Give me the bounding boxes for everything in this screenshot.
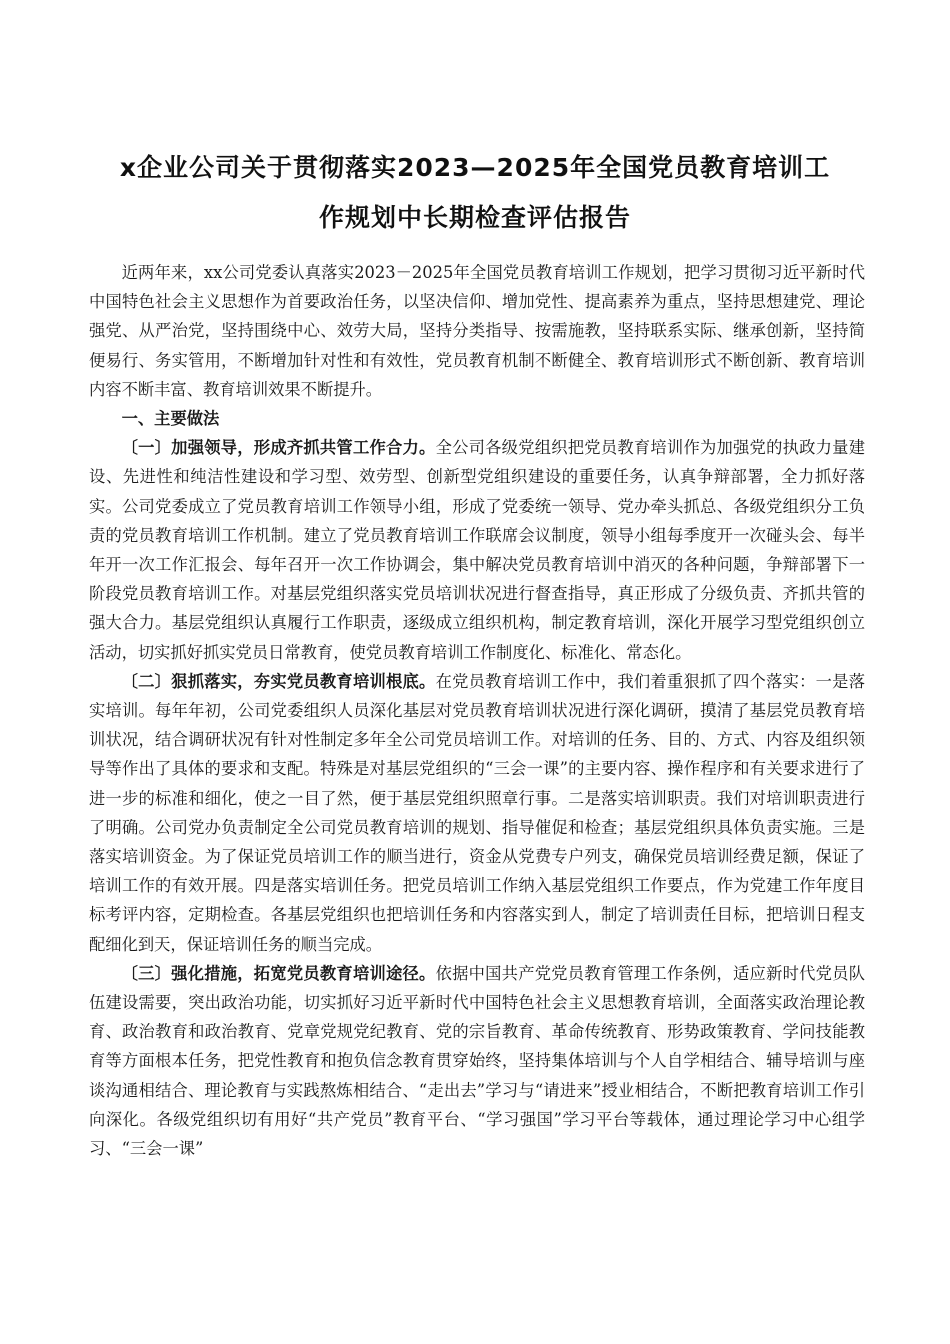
paragraph-body-leadership: 全公司各级党组织把党员教育培训作为加强党的执政力量建设、先进性和纯洁性建设和学习型、效劳型、创新型党组织建设的重要任务，认真争辩部署，全力抓好落实。公司党委成立了党员教育培训工作领导小组，形成了党委统一领导、党办牵头抓总、各级党组织分工负责的党员教育培训工作机制。建立了党员教育培训工作联席会议制度，领导小组每季度开一次碰头会、每半年开一次工作汇报会、每年召开一次工作协调会，集中解决党员教育培训中消灭的各种问题，争辩部署下一阶段党员教育培训工作。对基层党组织落实党员培训状况进行督查指导，真正形成了分级负责、齐抓共管的强大合力。基层党组织认真履行工作职责，逐级成立组织机构，制定教育培训，深化开展学习型党组织创立活动，切实抓好抓实党员日常教育，使党员教育培训工作制度化、标准化、常态化。 xyxy=(89,438,865,662)
paragraph-lead-implementation: 〔二〕狠抓落实，夯实党员教育培训根底。 xyxy=(121,671,436,691)
paragraph-lead-leadership: 〔一〕加强领导，形成齐抓共管工作合力。 xyxy=(121,438,436,458)
paragraph-body-measures: 依据中国共产党党员教育管理工作条例，适应新时代党员队伍建设需要，突出政治功能，切实抓好习近平新时代中国特色社会主义思想教育培训，全面落实政治理论教育、政治教育和政治教育、党章党规党纪教育、党的宗旨教育、革命传统教育、形势政策教育、学问技能教育等方面根本任务，把党性教育和抱负信念教育贯穿始终，坚持集体培训与个人自学相结合、辅导培训与座谈沟通相结合、理论教育与实践熬炼相结合、“走出去”学习与“请进来”授业相结合，不断把教育培训工作引向深化。各级党组织切有用好“共产党员”教育平台、“学习强国”学习平台等载体，通过理论学习中心组学习、“三会一课” xyxy=(89,963,865,1159)
document-title-line-1: x企业公司关于贯彻落实2023—2025年全国党员教育培训工 xyxy=(119,153,831,182)
paragraph-lead-measures: 〔三〕强化措施，拓宽党员教育培训途径。 xyxy=(121,963,436,983)
intro-paragraph: 近两年来，xx公司党委认真落实2023－2025年全国党员教育培训工作规划，把学习贯彻习近平新时代中国特色社会主义思想作为首要政治任务，以坚决信仰、增加党性、提高素养为重点，坚持思想建党、理论强党、从严治党，坚持围绕中心、效劳大局，坚持分类指导、按需施教，坚持联系实际、继承创新，坚持简便易行、务实管用，不断增加针对性和有效性，党员教育机制不断健全、教育培训形式不断创新、教育培训内容不断丰富、教育培训效果不断提升。 xyxy=(89,263,865,399)
paragraph-measures xyxy=(89,959,865,1163)
document-body xyxy=(89,258,865,1163)
paragraph-body-implementation: 在党员教育培训工作中，我们着重狠抓了四个落实：一是落实培训。每年年初，公司党委组织人员深化基层对党员教育培训状况进行深化调研，摸清了基层党员教育培训状况，结合调研状况有针对性制定多年全公司党员培训工作。对培训的任务、目的、方式、内容及组织领导等作出了具体的要求和支配。特殊是对基层党组织的“三会一课”的主要内容、操作程序和有关要求进行了进一步的标准和细化，使之一目了然，便于基层党组织照章行事。二是落实培训职责。我们对培训职责进行了明确。公司党办负责制定全公司党员教育培训的规划、指导催促和检查；基层党组织具体负责实施。三是落实培训资金。为了保证党员培训工作的顺当进行，资金从党费专户列支，确保党员培训经费足额，保证了培训工作的有效开展。四是落实培训任务。把党员培训工作纳入基层党组织工作要点，作为党建工作年度目标考评内容，定期检查。各基层党组织也把培训任务和内容落实到人，制定了培训责任目标，把培训日程支配细化到天，保证培训任务的顺当完成。 xyxy=(89,671,865,954)
paragraph-leadership xyxy=(89,433,865,667)
section-heading-main-practices: 一、主要做法 xyxy=(121,409,220,429)
document-title-line-2: 作规划中长期检查评估报告 xyxy=(318,203,631,232)
paragraph-implementation xyxy=(89,667,865,959)
